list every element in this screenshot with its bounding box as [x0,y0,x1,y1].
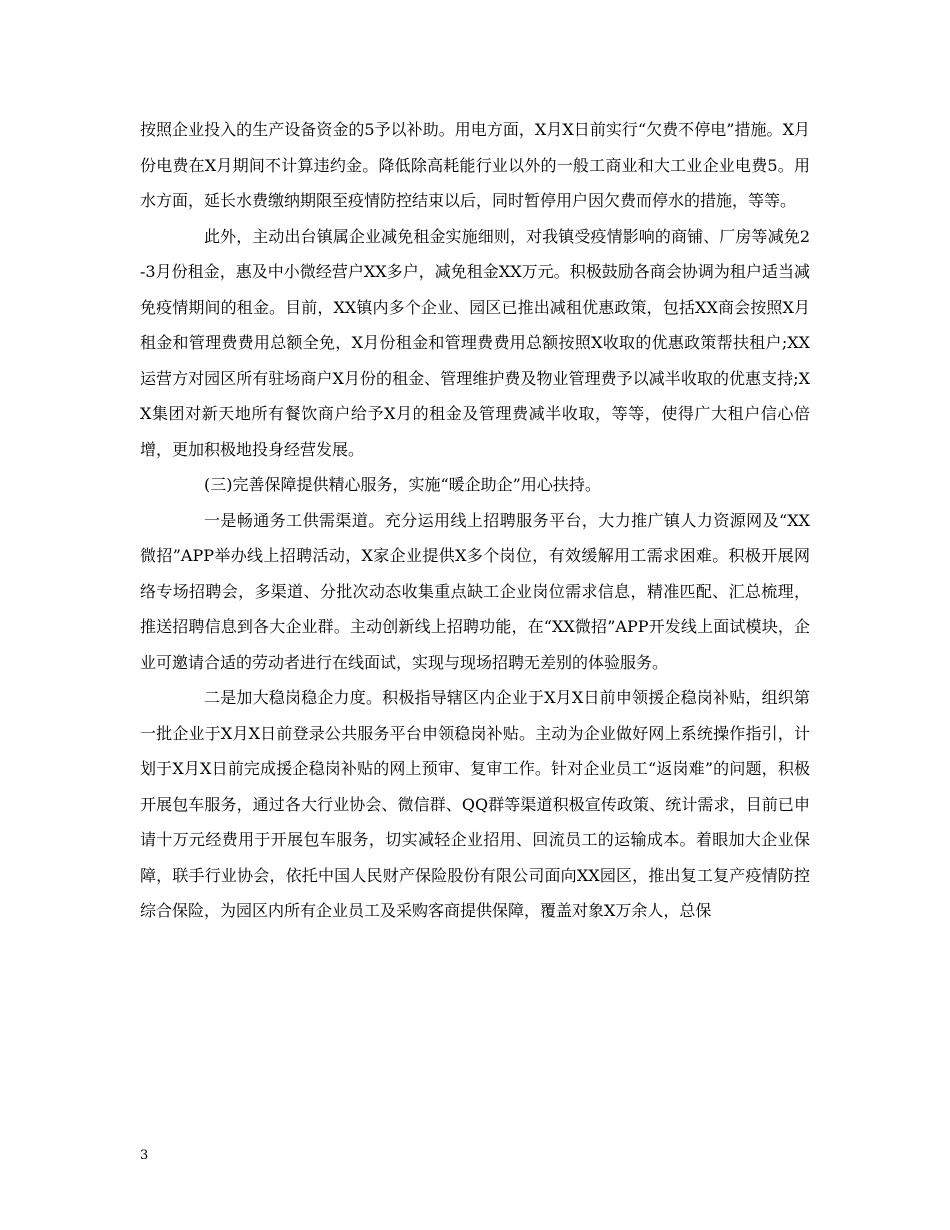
paragraph-job-stability: 二是加大稳岗稳企力度。积极指导辖区内企业于X月X日前申领援企稳岗补贴，组织第一批企业于X月X日前登录公共服务平台申领稳岗补贴。主动为企业做好网上系统操作指引，计划于X月X日前完成援企稳岗补贴的网上预审、复审工作。针对企业员工“返岗难”的问题，积极开展包车服务，通过各大行业协会、微信群、QQ群等渠道积极宣传政策、统计需求，目前已申请十万元经费用于开展包车服务，切实减轻企业招用、回流员工的运输成本。着眼加大企业保障，联手行业协会，依托中国人民财产保险股份有限公司面向XX园区，推出复工复产疫情防控综合保险，为园区内所有企业员工及采购客商提供保障，覆盖对象X万余人，总保 [140,688,810,920]
section-heading-service: (三)完善保障提供精心服务，实施“暖企助企”用心扶持。 [204,475,601,494]
paragraph-rent-reduction: 此外，主动出台镇属企业减免租金实施细则，对我镇受疫情影响的商铺、厂房等减免2-3月份租金，惠及中小微经营户XX多户，减免租金XX万元。积极鼓励各商会协调为租户适当减免疫情期间的租金。目前，XX镇内多个企业、园区已推出减租优惠政策，包括XX商会按照X月租金和管理费费用总额全免，X月份租金和管理费费用总额按照X收取的优惠政策帮扶租户;XX运营方对园区所有驻场商户X月份的租金、管理维护费及物业管理费予以减半收取的优惠支持;XX集团对新天地所有餐饮商户给予X月的租金及管理费减半收取，等等，使得广大租户信心倍增，更加积极地投身经营发展。 [140,226,810,459]
paragraph-labor-channels: 一是畅通务工供需渠道。充分运用线上招聘服务平台，大力推广镇人力资源网及“XX微招”APP举办线上招聘活动，X家企业提供X多个岗位，有效缓解用工需求困难。积极开展网络专场招聘会，多渠道、分批次动态收集重点缺工企业岗位需求信息，精准匹配、汇总梳理，推送招聘信息到各大企业群。主动创新线上招聘功能，在“XX微招”APP开发线上面试模块，企业可邀请合适的劳动者进行在线面试，实现与现场招聘无差别的体验服务。 [140,510,810,672]
document-body [140,112,810,929]
paragraph-subsidy-utilities: 按照企业投入的生产设备资金的5予以补助。用电方面，X月X日前实行“欠费不停电”措施。X月份电费在X月期间不计算违约金。降低除高耗能行业以外的一般工商业和大工业企业电费5。用水方面，延长水费缴纳期限至疫情防控结束以后，同时暂停用户因欠费而停水的措施，等等。 [140,120,810,210]
page-number: 3 [140,1148,149,1163]
